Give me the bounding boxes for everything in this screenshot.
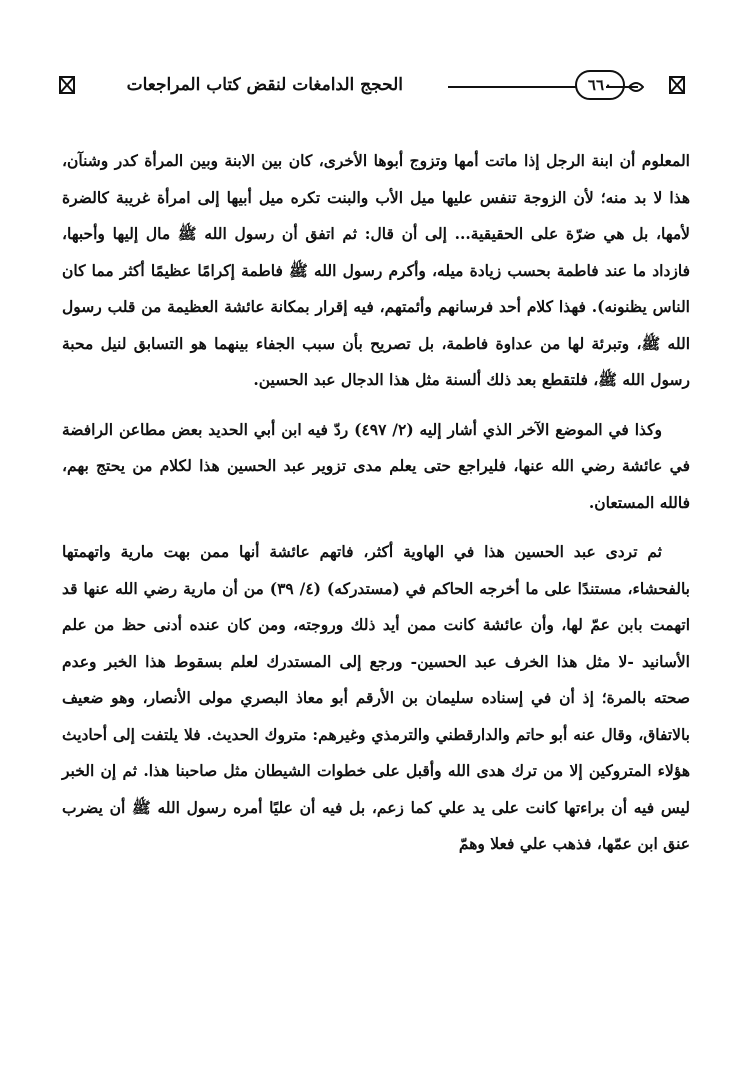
running-header (58, 70, 686, 106)
ornament-icon (628, 79, 644, 95)
header-rule-left (448, 86, 581, 88)
page-body-text (62, 143, 690, 863)
paragraph: المعلوم أن ابنة الرجل إذا ماتت أمها وتزوج أبوها الأخرى، كان بين الابنة وبين المرأة كدر وشنآن، هذا لا بد منه؛ لأن الزوجة تنفس عليها ميل الأب والبنت تكره ميل أبيها إلى امرأة غريبة كالضرة لأمها، بل هي ضرّة على الحقيقية... إلى أن قال: ثم اتفق أن رسول الله ﷺ مال إليها وأحبها، فازداد ما عند فاطمة بحسب زيادة ميله، وأكرم رسول الله ﷺ فاطمة إكرامًا عظيمًا أكثر مما كان الناس يظنونه). فهذا كلام أحد فرسانهم وأئمتهم، فيه إقرار بمكانة عائشة العظيمة من قلب رسول الله ﷺ، وتبرئة لها من عداوة فاطمة، بل تصريح بأن سبب الجفاء بينهما هو التسابق لنيل محبة رسول الله ﷺ، فلتقطع بعد ذلك ألسنة مثل هذا الدجال عبد الحسين. (62, 151, 690, 389)
page-number: ٦٦٠ (575, 70, 625, 100)
paragraph: ثم تردى عبد الحسين هذا في الهاوية أكثر، فاتهم عائشة أنها ممن بهت مارية واتهمتها بالفحشاء، مستندًا على ما أخرجه الحاكم في (مستدركه) (٤/ ٣٩) من أن مارية رضي الله عنها قد اتهمت بابن عمّ لها، وأن عائشة كانت ممن أيد ذلك وروجته، ومن كان عنده أدنى حظ من علم الأسانيد -لا مثل هذا الخرف عبد الحسين- ورجع إلى المستدرك لعلم بسقوط هذا الخبر وعدم صحته بالمرة؛ إذ أن في إسناده سليمان بن الأرقم أبو معاذ البصري مولى الأنصار، وهو ضعيف بالاتفاق، وقال عنه أبو حاتم والدارقطني والترمذي وغيرهم: متروك الحديث. فلا يلتفت إلى أحاديث هؤلاء المتروكين إلا من ترك هدى الله وأقبل على خطوات الشيطان مثل صاحبنا هذا. ثم إن الخبر ليس فيه أن براءتها كانت على يد علي كما زعم، بل فيه أن عليًا أمره رسول الله ﷺ أن يضرب عنق ابن عمّها، فذهب علي فعلا وهمّ (62, 542, 690, 853)
paragraph: وكذا في الموضع الآخر الذي أشار إليه (٢/ ٤٩٧) ردّ فيه ابن أبي الحديد بعض مطاعن الرافضة في عائشة رضي الله عنها، فليراجع حتى يعلم مدى تزوير عبد الحسين هذا لكلام من يحتج بهم، فالله المستعان. (62, 419, 690, 512)
ornament-icon (668, 74, 686, 96)
book-title: الحجج الدامغات لنقض كتاب المراجعات (126, 75, 403, 95)
